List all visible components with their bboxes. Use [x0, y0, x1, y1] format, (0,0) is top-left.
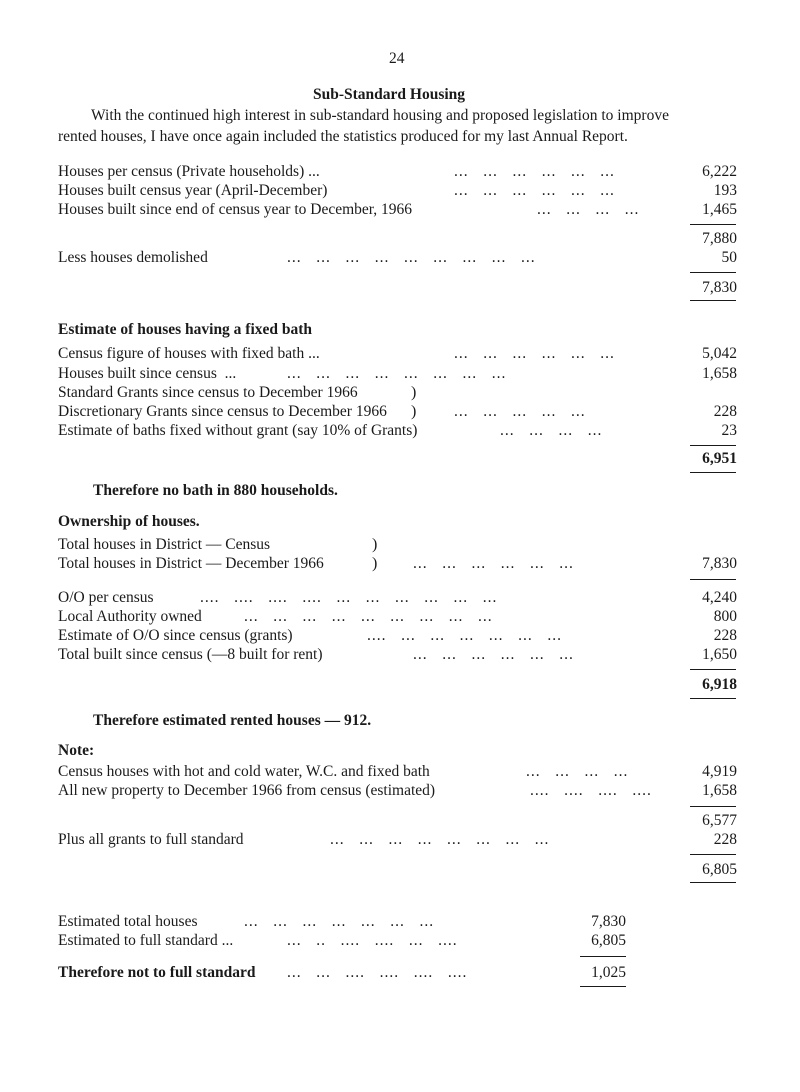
sum-rule: [690, 806, 736, 807]
s3-row-value: 4,240: [702, 589, 737, 606]
s2-row-value: 5,042: [702, 345, 737, 362]
s4-plus-dots: ... ... ... ... ... ... ... ...: [330, 831, 550, 848]
sum-rule: [690, 579, 736, 580]
s5-row-label: Estimated to full standard ...: [58, 932, 234, 949]
s1-total: 7,830: [702, 279, 737, 296]
s1-row-value: 6,222: [702, 163, 737, 180]
s1-row-value: 193: [713, 182, 737, 199]
s2-heading: Estimate of houses having a fixed bath: [58, 321, 313, 338]
s2-brace: ): [411, 384, 417, 401]
s1-row-label: Houses built census year (April-December): [58, 182, 328, 199]
s5-result-value: 1,025: [591, 964, 626, 981]
s5-row-value: 6,805: [591, 932, 626, 949]
s1-row-dots: ... ... ... ... ... ...: [454, 163, 615, 180]
s3-row-label: O/O per census: [58, 589, 154, 606]
s4-row-label: All new property to December 1966 from census (estimated): [58, 782, 436, 799]
page-title: Sub-Standard Housing: [313, 86, 466, 103]
s2-row-value: 23: [721, 422, 737, 439]
s2-row-label: Estimate of baths fixed without grant (say 10% of Grants): [58, 422, 418, 439]
s2-row-value: 228: [713, 403, 737, 420]
total-rule: [580, 986, 626, 987]
s1-row-dots: ... ... ... ... ... ...: [454, 182, 615, 199]
s1-row-label: Houses built since end of census year to December, 1966: [58, 201, 413, 218]
s3-brace: ): [372, 536, 378, 553]
s1-row-dots: ... ... ... ...: [537, 201, 640, 218]
s3-row-value: 1,650: [702, 646, 737, 663]
s4-total: 6,805: [702, 861, 737, 878]
s2-row-value: 1,658: [702, 365, 737, 382]
s3-row-value: 228: [713, 627, 737, 644]
s3-row-value: 800: [713, 608, 737, 625]
s1-subtotal: 7,880: [702, 230, 737, 247]
s2-conclusion: Therefore no bath in 880 households.: [93, 482, 338, 499]
s5-result-label: Therefore not to full standard: [58, 964, 256, 981]
s3-row-label: Total built since census (—8 built for rent): [58, 646, 323, 663]
sum-rule: [690, 854, 736, 855]
total-rule: [690, 698, 736, 699]
s4-row-value: 4,919: [702, 763, 737, 780]
s4-subtotal: 6,577: [702, 812, 737, 829]
s3-row-dots: ... ... ... ... ... ...: [413, 646, 574, 663]
s4-plus-value: 228: [713, 831, 737, 848]
s5-row-dots: ... ... ... ... ... ... ...: [244, 913, 435, 930]
s3-row-value: 7,830: [702, 555, 737, 572]
total-rule: [690, 882, 736, 883]
s4-row-label: Census houses with hot and cold water, W.C. and fixed bath: [58, 763, 430, 780]
s3-row-label: Total houses in District — December 1966: [58, 555, 324, 572]
s3-heading: Ownership of houses.: [58, 513, 200, 530]
s1-row-value: 1,465: [702, 201, 737, 218]
intro-line-2: rented houses, I have once again included the statistics produced for my last Annual Report.: [58, 128, 628, 145]
s3-row-dots: .... ... ... ... ... ... ...: [367, 627, 562, 644]
sum-rule: [690, 272, 736, 273]
s3-row-label: Estimate of O/O since census (grants): [58, 627, 293, 644]
s3-row-label: Total houses in District — Census: [58, 536, 271, 553]
s4-row-value: 1,658: [702, 782, 737, 799]
s5-row-dots: ... .. .... .... ... ....: [287, 932, 458, 949]
total-rule: [690, 300, 736, 301]
s3-row-label: Local Authority owned: [58, 608, 202, 625]
s2-row-label: Discretionary Grants since census to December 1966: [58, 403, 387, 420]
s4-heading: Note:: [58, 742, 95, 759]
s3-row-dots: ... ... ... ... ... ... ... ... ...: [244, 608, 493, 625]
s3-brace: ): [372, 555, 378, 572]
s2-total: 6,951: [702, 450, 737, 467]
sum-rule: [690, 669, 736, 670]
s4-row-dots: .... .... .... ....: [530, 782, 652, 799]
s5-row-value: 7,830: [591, 913, 626, 930]
s2-brace: ): [411, 403, 417, 420]
s1-row-label: Houses per census (Private households) ...: [58, 163, 320, 180]
s4-row-dots: ... ... ... ...: [526, 763, 629, 780]
s1-less-dots: ... ... ... ... ... ... ... ... ...: [287, 249, 536, 266]
s2-row-dots: ... ... ... ... ... ...: [454, 345, 615, 362]
s2-row-label: Census figure of houses with fixed bath ...: [58, 345, 320, 362]
sum-rule: [690, 445, 736, 446]
s3-row-dots: ... ... ... ... ... ...: [413, 555, 574, 572]
s3-row-dots: .... .... .... .... ... ... ... ... ... ...: [200, 589, 498, 606]
s2-row-dots: ... ... ... ... ... ... ... ...: [287, 365, 507, 382]
s4-plus-label: Plus all grants to full standard: [58, 831, 244, 848]
intro-line-1: With the continued high interest in sub-standard housing and proposed legislation to improve: [91, 107, 669, 124]
sum-rule: [580, 956, 626, 957]
s2-row-label: Standard Grants since census to December 1966: [58, 384, 358, 401]
s3-conclusion: Therefore estimated rented houses — 912.: [93, 712, 372, 729]
s3-total: 6,918: [702, 676, 737, 693]
s2-row-label: Houses built since census ...: [58, 365, 237, 382]
sum-rule: [690, 224, 736, 225]
s1-less-label: Less houses demolished: [58, 249, 208, 266]
s2-row-dots: ... ... ... ...: [500, 422, 603, 439]
total-rule: [690, 472, 736, 473]
page-number: 24: [389, 50, 405, 67]
s5-result-dots: ... ... .... .... .... ....: [287, 964, 468, 981]
s1-less-value: 50: [721, 249, 737, 266]
s2-row-dots: ... ... ... ... ...: [454, 403, 586, 420]
s5-row-label: Estimated total houses: [58, 913, 198, 930]
